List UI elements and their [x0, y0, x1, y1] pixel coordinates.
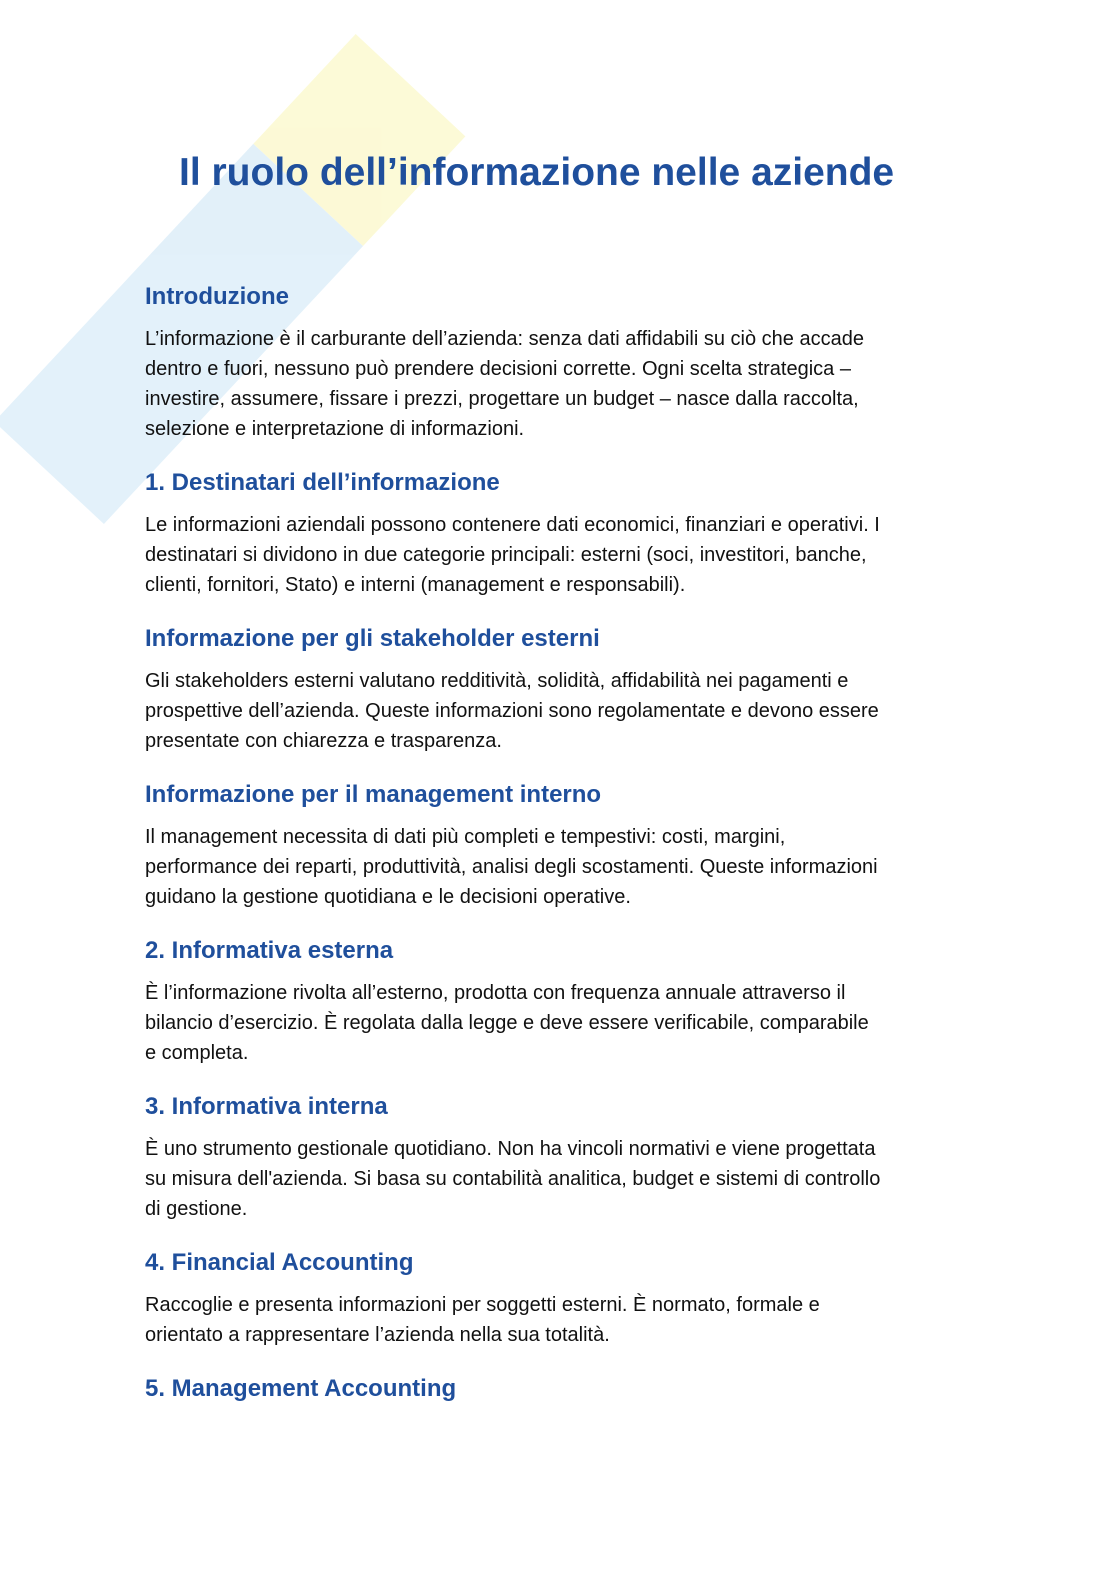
paragraph-line: investire, assumere, fissare i prezzi, progettare un budget – nasce dalla raccolta, — [145, 388, 859, 410]
section — [145, 1248, 985, 1350]
paragraph-line: bilancio d’esercizio. È regolata dalla legge e deve essere verificabile, comparabile — [145, 1012, 869, 1034]
section-paragraph — [145, 1290, 985, 1350]
section-heading: Introduzione — [145, 283, 289, 310]
section-paragraph — [145, 324, 985, 444]
section-heading: Informazione per gli stakeholder esterni — [145, 625, 600, 652]
paragraph-line: orientato a rappresentare l’azienda nella sua totalità. — [145, 1324, 610, 1346]
section-heading: 2. Informativa esterna — [145, 937, 394, 964]
paragraph-line: L’informazione è il carburante dell’azienda: senza dati affidabili su ciò che accade — [145, 328, 864, 350]
sections-container — [145, 282, 985, 1404]
paragraph-line: prospettive dell’azienda. Queste informazioni sono regolamentate e devono essere — [145, 700, 879, 722]
document-body — [145, 148, 985, 1416]
paragraph-line: destinatari si dividono in due categorie principali: esterni (soci, investitori, banche, — [145, 544, 867, 566]
paragraph-line: Il management necessita di dati più completi e tempestivi: costi, margini, — [145, 826, 786, 848]
section-heading: Informazione per il management interno — [145, 781, 602, 808]
section-paragraph — [145, 1134, 985, 1224]
page-title: Il ruolo dell’informazione nelle aziende — [179, 151, 895, 194]
paragraph-line: È l’informazione rivolta all’esterno, prodotta con frequenza annuale attraverso il — [145, 982, 846, 1004]
paragraph-line: presentate con chiarezza e trasparenza. — [145, 730, 502, 752]
paragraph-line: selezione e interpretazione di informazioni. — [145, 418, 525, 440]
section-paragraph — [145, 822, 985, 912]
section — [145, 1374, 985, 1404]
paragraph-line: e completa. — [145, 1042, 249, 1064]
paragraph-line: guidano la gestione quotidiana e le decisioni operative. — [145, 886, 631, 908]
paragraph-line: Raccoglie e presenta informazioni per soggetti esterni. È normato, formale e — [145, 1294, 820, 1316]
section-heading: 1. Destinatari dell’informazione — [145, 469, 500, 496]
paragraph-line: performance dei reparti, produttività, analisi degli scostamenti. Queste informazioni — [145, 856, 878, 878]
paragraph-line: dentro e fuori, nessuno può prendere decisioni corrette. Ogni scelta strategica – — [145, 358, 851, 380]
section — [145, 624, 985, 756]
section-paragraph — [145, 510, 985, 600]
paragraph-line: È uno strumento gestionale quotidiano. Non ha vincoli normativi e viene progettata — [145, 1138, 876, 1160]
paragraph-line: Le informazioni aziendali possono contenere dati economici, finanziari e operativi. I — [145, 514, 880, 536]
section — [145, 468, 985, 600]
paragraph-line: su misura dell'azienda. Si basa su contabilità analitica, budget e sistemi di controllo — [145, 1168, 881, 1190]
section — [145, 282, 985, 444]
section — [145, 780, 985, 912]
paragraph-line: clienti, fornitori, Stato) e interni (management e responsabili). — [145, 574, 686, 596]
section-paragraph — [145, 978, 985, 1068]
paragraph-line: di gestione. — [145, 1198, 248, 1220]
section-heading: 3. Informativa interna — [145, 1093, 388, 1120]
section-heading: 5. Management Accounting — [145, 1375, 457, 1402]
section-paragraph — [145, 666, 985, 756]
section — [145, 936, 985, 1068]
paragraph-line: Gli stakeholders esterni valutano redditività, solidità, affidabilità nei pagamenti e — [145, 670, 849, 692]
section — [145, 1092, 985, 1224]
section-heading: 4. Financial Accounting — [145, 1249, 414, 1276]
